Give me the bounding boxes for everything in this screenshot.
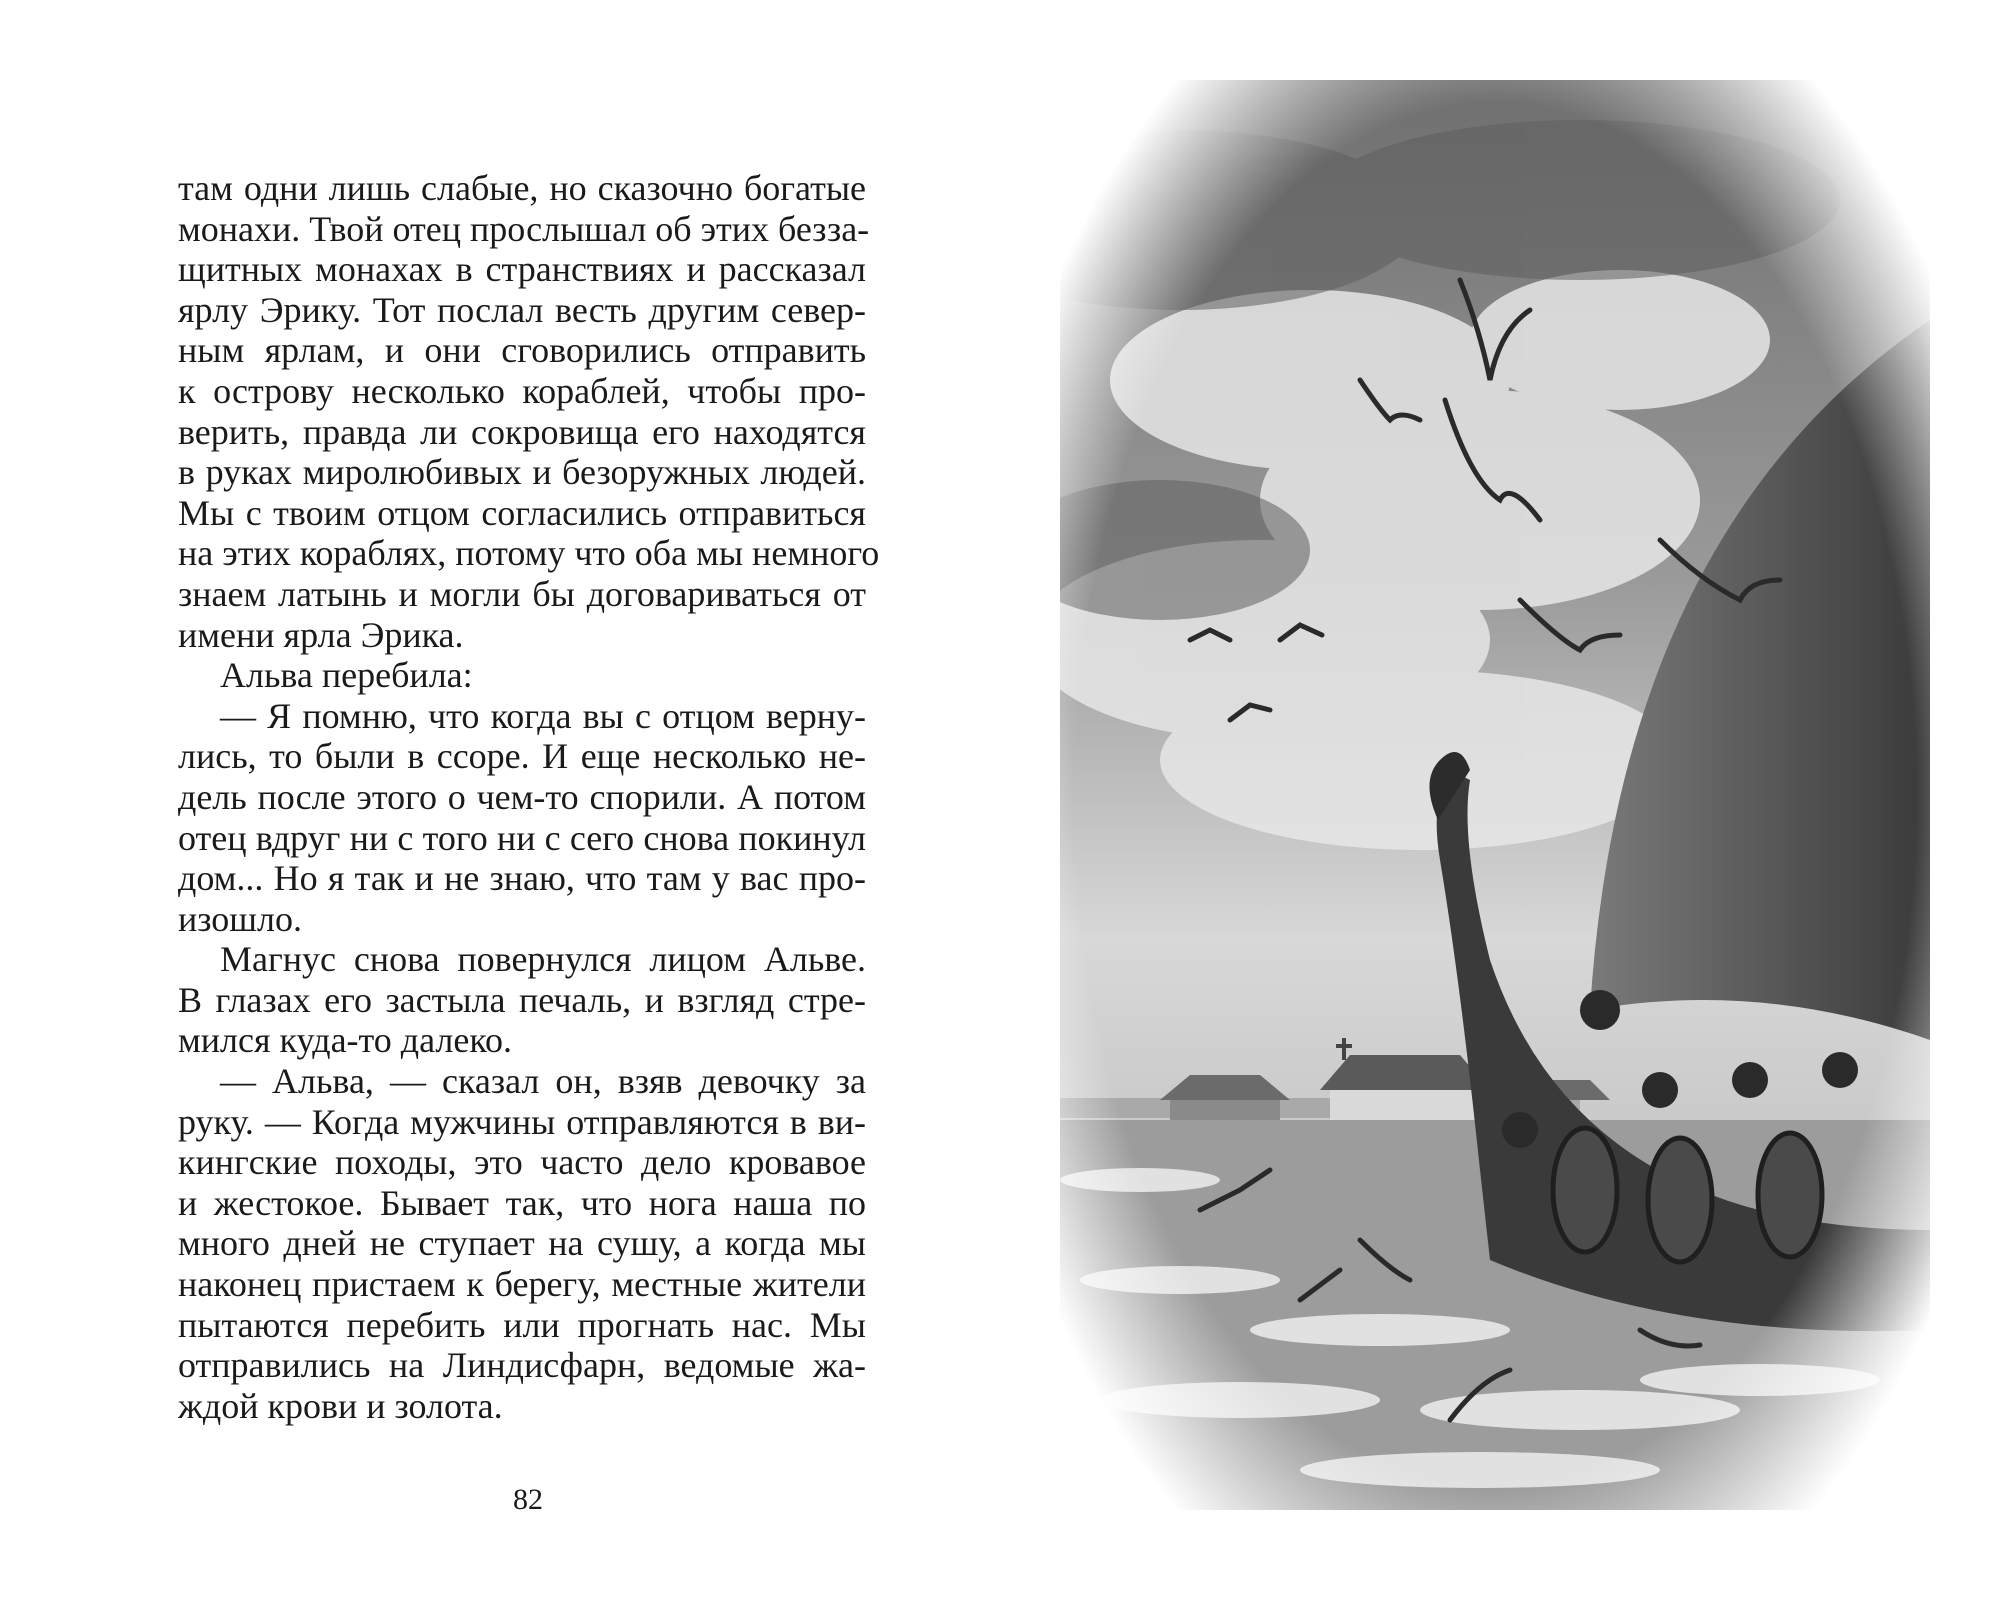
- text-line: знаем латынь и могли бы договариваться от: [178, 573, 866, 614]
- text-line: дом... Но я так и не знаю, что там у вас про-: [178, 858, 866, 899]
- text-line: Мы с твоим отцом согласились отправиться: [178, 492, 866, 533]
- paragraph: [178, 1061, 866, 1426]
- text-line: ждой крови и золота.: [178, 1385, 503, 1426]
- text-line: верить, правда ли сокровища его находятся: [178, 411, 866, 452]
- text-line: лись, то были в ссоре. И еще несколько не-: [178, 736, 866, 777]
- text-line: ярлу Эрику. Тот послал весть другим север-: [178, 289, 866, 330]
- text-line: щитных монахах в странствиях и рассказал: [178, 249, 866, 290]
- paragraph: [178, 939, 866, 1061]
- text-line: дель после этого о чем-то спорили. А потом: [178, 776, 866, 817]
- text-line: — Альва, — сказал он, взяв девочку за: [220, 1061, 866, 1102]
- text-line: изошло.: [178, 898, 302, 939]
- text-line: там одни лишь слабые, но сказочно богатые: [178, 168, 866, 208]
- text-line: к острову несколько кораблей, чтобы про-: [178, 370, 866, 411]
- page-number: 82: [513, 1483, 543, 1516]
- right-page: [1000, 0, 2000, 1616]
- text-line: много дней не ступает на сушу, а когда мы: [178, 1223, 866, 1264]
- text-line: в руках миролюбивых и безоружных людей.: [178, 452, 866, 493]
- text-line: имени ярла Эрика.: [178, 614, 464, 655]
- text-line: монахи. Твой отец прослышал об этих безза-: [178, 208, 870, 249]
- body-text: [178, 168, 880, 1426]
- text-line: Альва перебила:: [220, 655, 473, 696]
- text-line: и жестокое. Бывает так, что нога наша по: [178, 1182, 866, 1223]
- text-line: — Я помню, что когда вы с отцом верну-: [220, 695, 866, 736]
- text-line: мился куда-то далеко.: [178, 1020, 513, 1061]
- text-line: отец вдруг ни с того ни с сего снова покинул: [178, 817, 866, 858]
- text-line: отправились на Линдисфарн, ведомые жа-: [178, 1345, 866, 1386]
- paragraph: [178, 696, 866, 940]
- text-line: наконец пристаем к берегу, местные жители: [178, 1264, 866, 1305]
- viking-ship-illustration: [1060, 80, 1930, 1510]
- paragraph: [178, 168, 880, 655]
- text-line: кингские походы, это часто дело кровавое: [178, 1142, 866, 1183]
- text-line: Магнус снова повернулся лицом Альве.: [220, 939, 866, 980]
- text-line: В глазах его застыла печаль, и взгляд стре-: [178, 979, 866, 1020]
- text-line: ным ярлам, и они сговорились отправить: [178, 330, 866, 371]
- text-line: на этих кораблях, потому что оба мы немного: [178, 533, 880, 574]
- text-line: руку. — Когда мужчины отправляются в ви-: [178, 1101, 866, 1142]
- text-line: пытаются перебить или прогнать нас. Мы: [178, 1304, 866, 1345]
- paragraph: [178, 655, 866, 696]
